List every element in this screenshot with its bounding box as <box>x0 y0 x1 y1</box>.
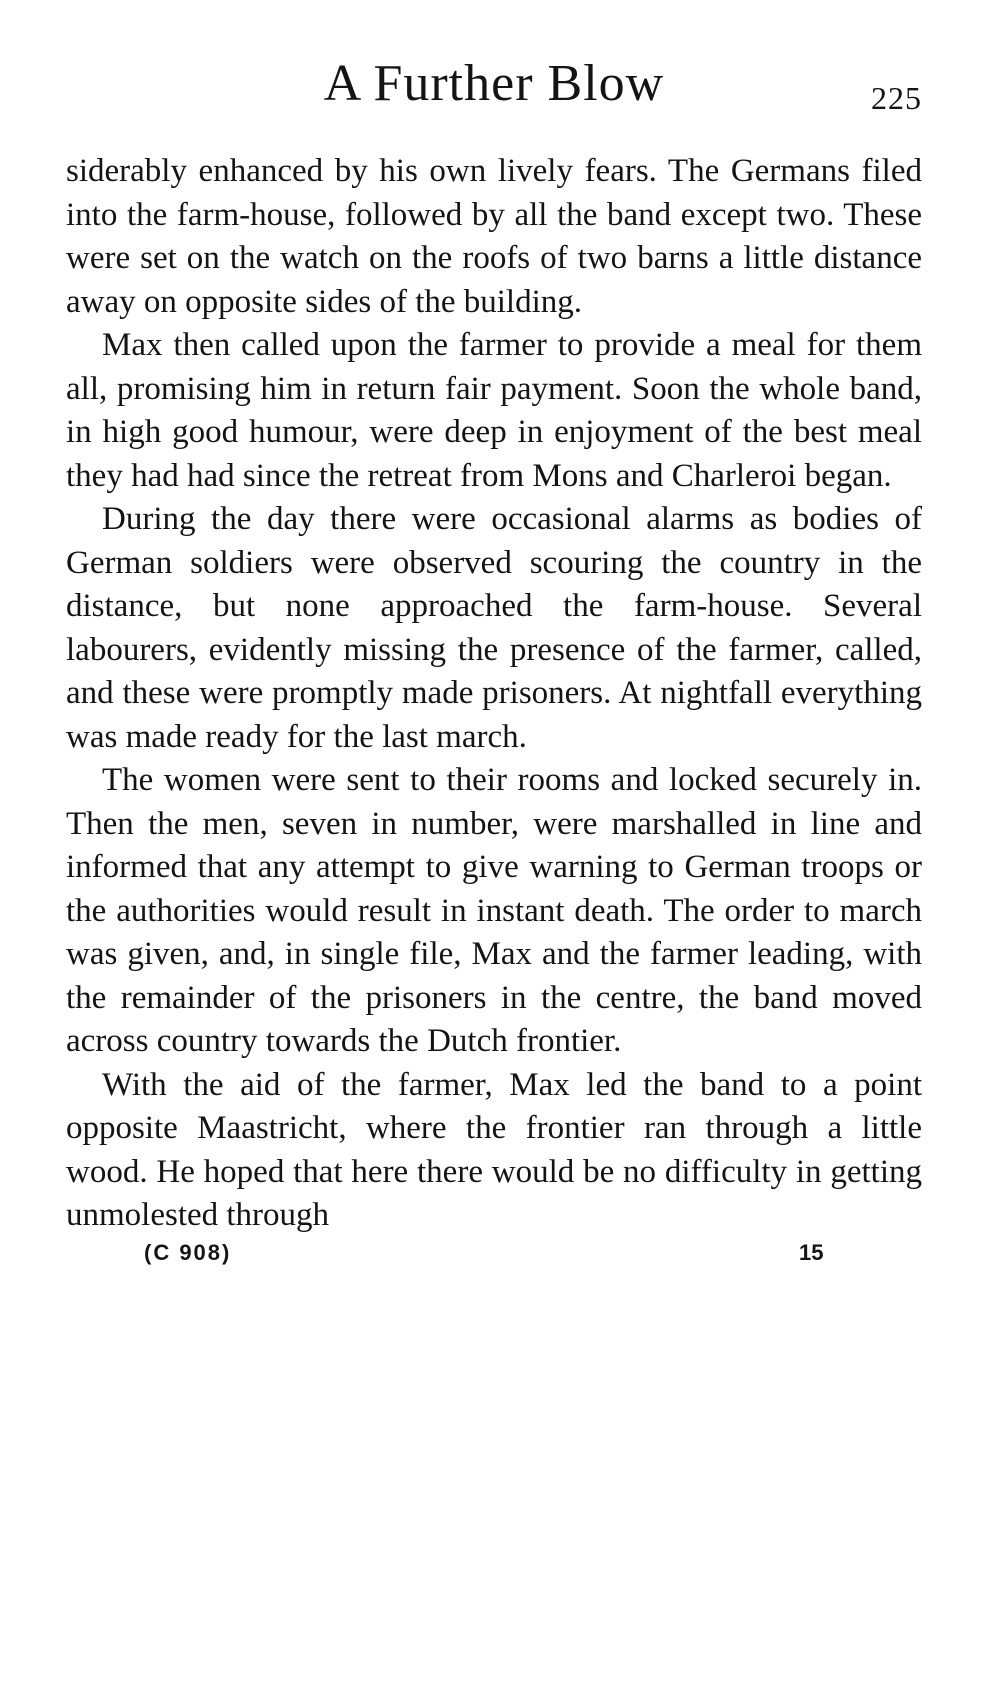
body-text <box>66 150 922 1238</box>
paragraph-continuation: siderably enhanced by his own lively fears. The Germans filed into the farm-house, followed by all the band except two. These were set on the watch on the roofs of two barns a little distance away on opposite sides of the building. <box>66 153 922 320</box>
paragraph: With the aid of the farmer, Max led the band to a point opposite Maastricht, where the frontier ran through a little wood. He hoped that here there would be no difficulty in getting unmolested through <box>66 1066 922 1233</box>
book-page <box>66 52 922 1270</box>
page-header <box>66 52 922 150</box>
page-footer <box>66 1240 922 1270</box>
paragraph: The women were sent to their rooms and locked securely in. Then the men, seven in number, were marshalled in line and informed that any attempt to give warning to German troops or the authorities would result in instant death. The order to march was given, and, in single file, Max and the farmer leading, with the remainder of the prisoners in the centre, the band moved across country towards the Dutch frontier. <box>66 762 922 1059</box>
page-number: 225 <box>871 80 922 116</box>
running-title: A Further Blow <box>323 55 665 112</box>
signature-mark: (C 908) <box>144 1239 232 1265</box>
paragraph: During the day there were occasional alarms as bodies of German soldiers were observed scouring the country in the distance, but none approached the farm-house. Several labourers, evidently missing the presence of the farmer, called, and these were promptly made prisoners. At nightfall everything was made ready for the last march. <box>66 501 922 755</box>
gathering-number: 15 <box>799 1239 824 1265</box>
paragraph: Max then called upon the farmer to provide a meal for them all, promising him in return fair payment. Soon the whole band, in high good humour, were deep in enjoyment of the best meal they had had since the retreat from Mons and Charleroi began. <box>66 327 922 494</box>
